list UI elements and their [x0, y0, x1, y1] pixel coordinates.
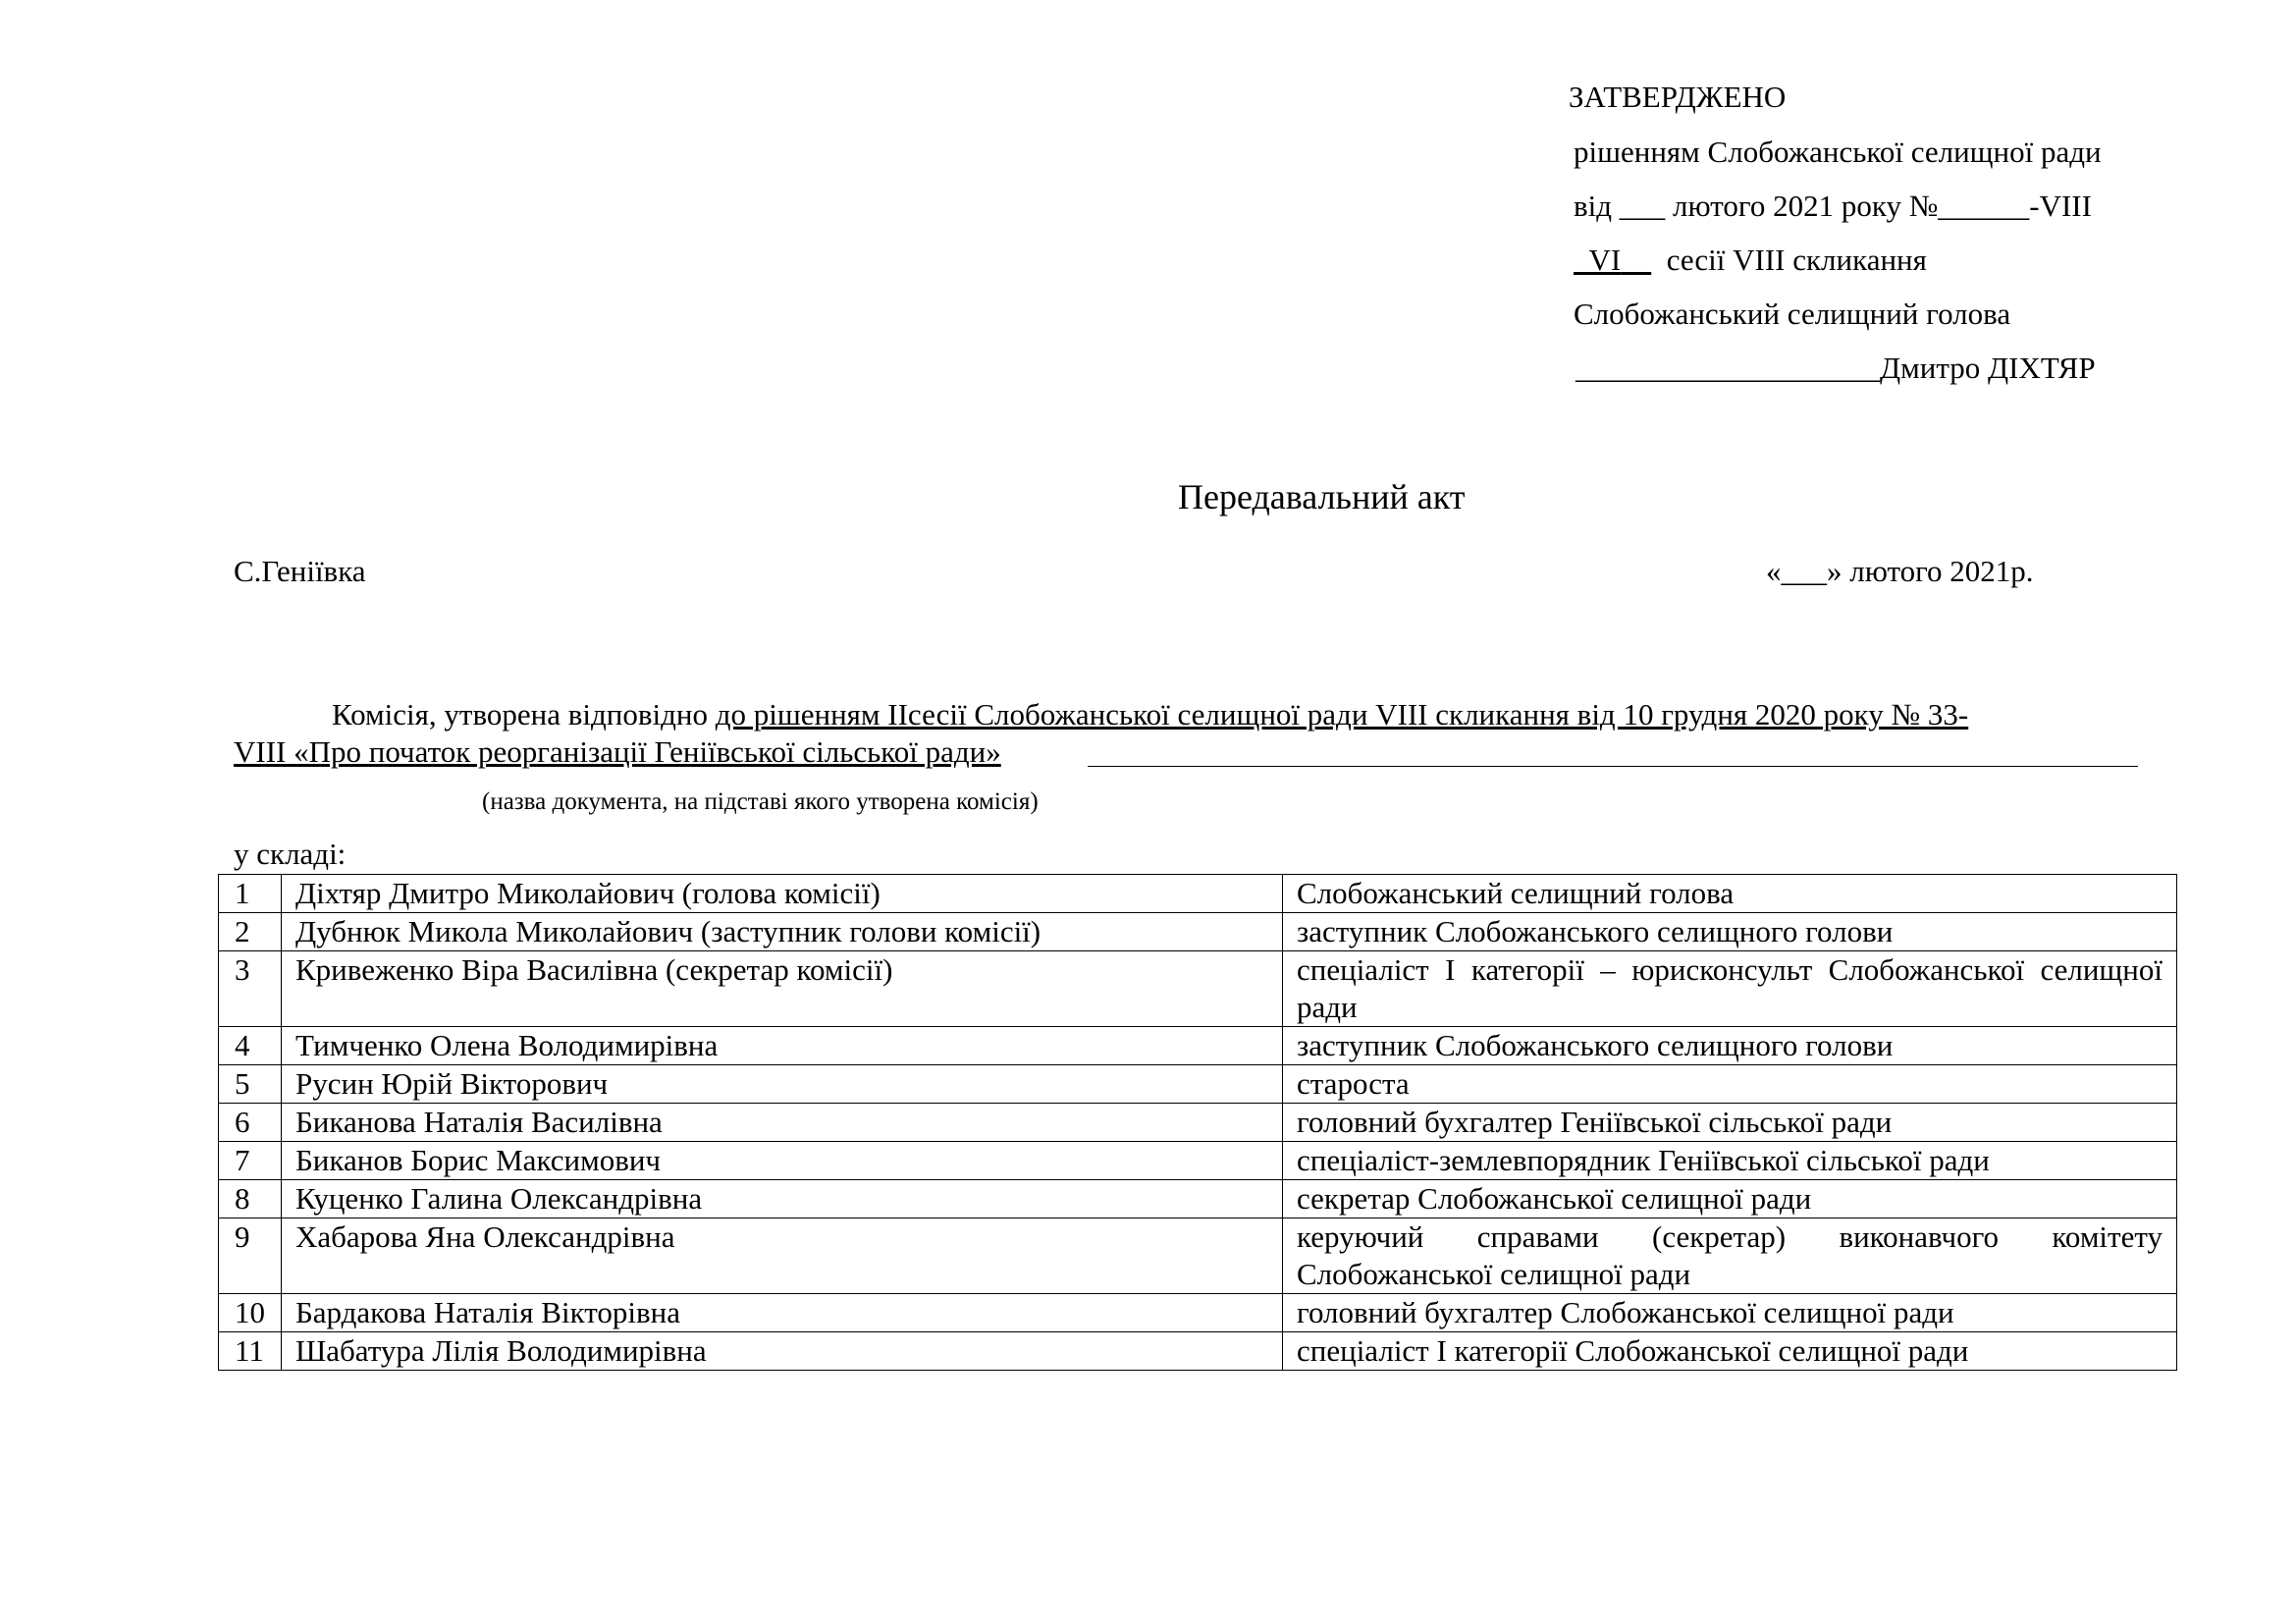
- member-position: Слобожанський селищний голова: [1283, 875, 2177, 913]
- table-row: [219, 1332, 2177, 1371]
- composition-label: у складі:: [234, 837, 347, 871]
- member-number: 10: [219, 1294, 282, 1332]
- table-row: [219, 951, 2177, 1027]
- basis-document-part-1: до рішенням ІІсесії Слобожанської селищної ради VIII скликання від 10 грудня 2020 року № 33-: [715, 697, 1969, 731]
- member-name: Русин Юрій Вікторович: [282, 1065, 1283, 1104]
- basis-document-caption: (назва документа, на підставі якого утворена комісія): [482, 788, 1039, 815]
- intro-line-2: [234, 734, 2138, 770]
- member-name: Биканов Борис Максимович: [282, 1142, 1283, 1180]
- session-number: VI: [1588, 243, 1622, 277]
- member-position: секретар Слобожанської селищної ради: [1283, 1180, 2177, 1218]
- member-position: спеціаліст І категорії Слобожанської селищної ради: [1283, 1332, 2177, 1371]
- act-date: «___» лютого 2021р.: [1766, 554, 2034, 588]
- member-position: староста: [1283, 1065, 2177, 1104]
- member-name: Бардакова Наталія Вікторівна: [282, 1294, 1283, 1332]
- intro-line-1: [332, 697, 1968, 732]
- table-row: [219, 1027, 2177, 1065]
- approval-date-number-line: від ___ лютого 2021 року №______-VIII: [1574, 189, 2092, 223]
- table-row: [219, 913, 2177, 951]
- approval-signature-line: ____________________Дмитро ДІХТЯР: [1575, 351, 2096, 385]
- approval-header: ЗАТВЕРДЖЕНО: [1569, 80, 1787, 114]
- approval-decision-line: рішенням Слобожанської селищної ради: [1574, 135, 2102, 169]
- table-row: [219, 1142, 2177, 1180]
- member-name: Шабатура Лілія Володимирівна: [282, 1332, 1283, 1371]
- member-position: заступник Слобожанського селищного голови: [1283, 1027, 2177, 1065]
- member-name: Кривеженко Віра Василівна (секретар комісії): [282, 951, 1283, 1027]
- member-number: 8: [219, 1180, 282, 1218]
- member-number: 1: [219, 875, 282, 913]
- member-number: 5: [219, 1065, 282, 1104]
- member-number: 2: [219, 913, 282, 951]
- member-number: 11: [219, 1332, 282, 1371]
- member-position: головний бухгалтер Геніївської сільської ради: [1283, 1104, 2177, 1142]
- member-number: 3: [219, 951, 282, 1027]
- basis-document-part-2: VIII «Про початок реорганізації Геніївської сільської ради»: [234, 734, 1001, 769]
- member-number: 7: [219, 1142, 282, 1180]
- member-position: спеціаліст-землевпорядник Геніївської сільської ради: [1283, 1142, 2177, 1180]
- member-name: Биканова Наталія Василівна: [282, 1104, 1283, 1142]
- member-position: заступник Слобожанського селищного голови: [1283, 913, 2177, 951]
- member-name: Куценко Галина Олександрівна: [282, 1180, 1283, 1218]
- member-position: керуючий справами (секретар) виконавчого комітету Слобожанської селищної ради: [1283, 1218, 2177, 1294]
- member-position: спеціаліст І категорії – юрисконсульт Слобожанської селищної ради: [1283, 951, 2177, 1027]
- table-row: [219, 1180, 2177, 1218]
- fill-underline: [1088, 766, 2138, 767]
- table-row: [219, 1294, 2177, 1332]
- table-row: [219, 875, 2177, 913]
- page-title: Передавальний акт: [1178, 477, 1466, 516]
- commission-members-table: [218, 874, 2177, 1371]
- member-position: головний бухгалтер Слобожанської селищної ради: [1283, 1294, 2177, 1332]
- table-row: [219, 1065, 2177, 1104]
- member-name: Тимченко Олена Володимирівна: [282, 1027, 1283, 1065]
- member-number: 9: [219, 1218, 282, 1294]
- intro-lead: Комісія, утворена відповідно: [332, 697, 716, 731]
- table-row: [219, 1218, 2177, 1294]
- member-name: Дубнюк Микола Миколайович (заступник голови комісії): [282, 913, 1283, 951]
- approval-session-line: [1574, 242, 1927, 278]
- member-name: Діхтяр Дмитро Миколайович (голова комісії): [282, 875, 1283, 913]
- session-text: сесії VIII скликання: [1666, 243, 1927, 277]
- place: С.Геніївка: [234, 554, 366, 588]
- member-number: 4: [219, 1027, 282, 1065]
- member-name: Хабарова Яна Олександрівна: [282, 1218, 1283, 1294]
- table-row: [219, 1104, 2177, 1142]
- approval-head-title: Слобожанський селищний голова: [1574, 297, 2011, 331]
- member-number: 6: [219, 1104, 282, 1142]
